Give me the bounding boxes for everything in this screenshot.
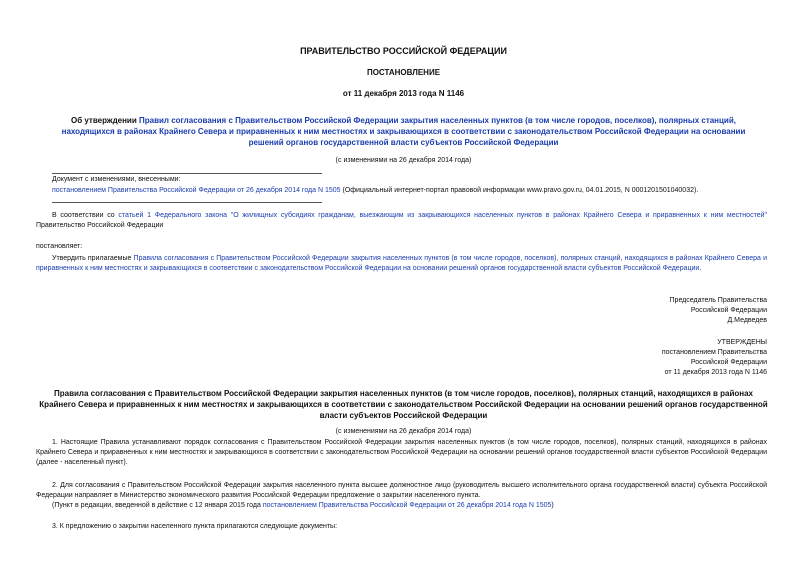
changes-line [52, 186, 772, 196]
preamble-prefix: В соответствии со [52, 212, 119, 219]
approved-line-1: УТВЕРЖДЕНЫ [717, 339, 767, 346]
signature-line-1: Председатель Правительства [669, 297, 767, 304]
preamble-paragraph [36, 211, 767, 231]
approve-suffix: . [699, 265, 702, 272]
resolves-label: постановляет: [36, 243, 83, 250]
approve-prefix: Утвердить прилагаемые [52, 255, 134, 262]
document-title [52, 115, 755, 148]
changes-link[interactable]: постановлением Правительства Российской Федерации от 26 декабря 2014 года N 1505 [52, 187, 341, 194]
rule-item-1: 1. Настоящие Правила устанавливают порядок согласования с Правительством Российской Федерации закрытия населенных пунктов (в том числе городов, поселков), полярных станций, находящихся в районах Крайнего Севера и приравненных к ним местностях и закрывающихся в соответствии с законодательством Российской Федерации на основании решений органов государственной власти субъектов Российской Федерации (далее - населенный пункт). [36, 439, 767, 466]
changes-label: Документ с изменениями, внесенными: [52, 176, 181, 183]
note-suffix: ) [551, 502, 554, 509]
signature-line-3: Д.Медведев [727, 317, 767, 324]
rules-amended-note: (с изменениями на 26 декабря 2014 года) [335, 428, 472, 435]
approve-rules-link[interactable]: Правила согласования с Правительством Российской Федерации закрытия населенных пунктов (в том числе городов, поселков), полярных станций, находящихся в районах Крайнего Севера и приравненных к ним местностях и закрывающихся в соответствии с законодательством Российской Федерации на основании решений органов государственной власти субъектов Российской Федерации [36, 255, 767, 272]
rule-item-2: 2. Для согласования с Правительством Российской Федерации закрытия населенного пункта высшее должностное лицо (руководитель высшего исполнительного органа государственной власти) субъекта Российской Федерации направляет в Министерство экономического развития Российской Федерации предложение о закрытии населенного пункта. [36, 482, 767, 499]
approved-line-4: от 11 декабря 2013 года N 1146 [664, 369, 767, 376]
divider-bottom [52, 202, 322, 203]
signature-block [670, 296, 767, 326]
note-amendment-link[interactable]: постановлением Правительства Российской Федерации от 26 декабря 2014 года N 1505 [262, 502, 552, 509]
preamble-suffix: Правительство Российской Федерации [36, 222, 164, 229]
rule-item-2-note [52, 501, 554, 511]
document-date-number: от 11 декабря 2013 года N 1146 [342, 89, 465, 98]
preamble-law-link[interactable]: статьей 1 Федерального закона "О жилищных субсидиях гражданам, выезжающим из закрывающихся населенных пунктов в районах Крайнего Севера и приравненных к ним местностей" [118, 212, 767, 219]
note-prefix: (Пункт в редакции, введенной в действие с 12 января 2015 года [52, 502, 263, 509]
title-prefix: Об утверждении [71, 116, 139, 125]
title-rules-link[interactable]: Правил согласования с Правительством Российской Федерации закрытия населенных пунктов (в том числе городов, поселков), полярных станций, находящихся в районах Крайнего Севера и приравненных к ним местностях и закрывающихся в соответствии с законодательством Российской Федерации на основании решений органов государственной власти субъектов Российской Федерации [61, 116, 746, 147]
approved-line-2: постановлением Правительства [661, 349, 767, 356]
rules-title: Правила согласования с Правительством Российской Федерации закрытия населенных пунктов (в том числе городов, поселков), полярных станций, находящихся в районах Крайнего Севера и приравненных к ним местностях и закрывающихся в соответствии с законодательством Российской Федерации на основании решений органов государственной власти субъектов Российской Федерации [39, 389, 768, 420]
approve-paragraph [36, 254, 767, 274]
document-type: ПОСТАНОВЛЕНИЕ [366, 68, 441, 77]
amended-note: (с изменениями на 26 декабря 2014 года) [335, 157, 472, 164]
changes-suffix: (Официальный интернет-портал правовой информации www.pravo.gov.ru, 04.01.2015, N 0001201501040032). [340, 187, 699, 194]
rule-item-3: 3. К предложению о закрытии населенного пункта прилагаются следующие документы: [52, 523, 338, 530]
approved-line-3: Российской Федерации [690, 359, 767, 366]
signature-line-2: Российской Федерации [690, 307, 767, 314]
government-heading: ПРАВИТЕЛЬСТВО РОССИЙСКОЙ ФЕДЕРАЦИИ [300, 46, 507, 56]
divider-top [52, 173, 322, 174]
approved-block [662, 338, 767, 378]
